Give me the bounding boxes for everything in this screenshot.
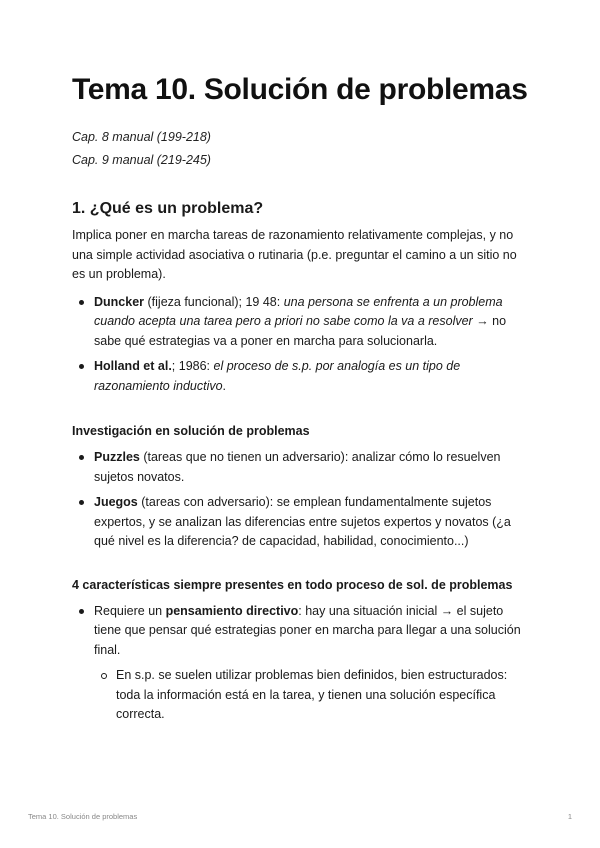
list-item-puzzles: Puzzles (tareas que no tienen un adversario): analizar cómo lo resuelven sujetos novatos.	[72, 448, 532, 487]
footer-page-number: 1	[567, 812, 572, 821]
reference-1: Cap. 8 manual (199-218)	[72, 130, 211, 144]
document-page	[72, 72, 532, 731]
list-item-juegos: Juegos (tareas con adversario): se emplean fundamentalmente sujetos expertos, y se analizan las diferencias entre sujetos expertos y novatos (¿a qué nivel es la diferencia? de capacidad, habilidad, conocimiento...)	[72, 493, 532, 552]
references	[72, 126, 532, 172]
sub-list	[94, 666, 532, 725]
footer-title: Tema 10. Solución de problemas	[28, 812, 138, 821]
section-3-list	[72, 602, 532, 725]
section-1-list	[72, 293, 532, 397]
section-2-list	[72, 448, 532, 552]
sub-list-item: En s.p. se suelen utilizar problemas bien definidos, bien estructurados: toda la información está en la tarea, y tienen una solución específica correcta.	[94, 666, 532, 725]
section-2	[72, 422, 532, 552]
section-2-heading: Investigación en solución de problemas	[72, 424, 310, 438]
section-3-heading: 4 características siempre presentes en todo proceso de sol. de problemas	[72, 577, 513, 592]
list-item-duncker: Duncker (fijeza funcional); 19 48: una persona se enfrenta a un problema cuando acepta una tarea pero a priori no sabe como la va a resolver → no sabe qué estrategias va a poner en marcha para solucionarla.	[72, 293, 532, 352]
list-item-pensamiento-directivo: Requiere un pensamiento directivo: hay una situación inicial → el sujeto tiene que pensar qué estrategias poner en marcha para llegar a una solución final. En s.p. se suelen utilizar problemas bien definidos, bien estructurados: toda la información está en la tarea, y tienen una solución específica correcta.	[72, 602, 532, 725]
page-title: Tema 10. Solución de problemas	[72, 73, 528, 106]
list-item-holland: Holland et al.; 1986: el proceso de s.p. por analogía es un tipo de razonamiento inductivo.	[72, 357, 532, 396]
section-3	[72, 576, 532, 725]
reference-2: Cap. 9 manual (219-245)	[72, 153, 211, 167]
section-1-intro: Implica poner en marcha tareas de razonamiento relativamente complejas, y no una simple actividad asociativa o rutinaria (p.e. preguntar el camino a un sitio no es un problema).	[72, 228, 517, 281]
section-1-heading: 1. ¿Qué es un problema?	[72, 200, 264, 217]
